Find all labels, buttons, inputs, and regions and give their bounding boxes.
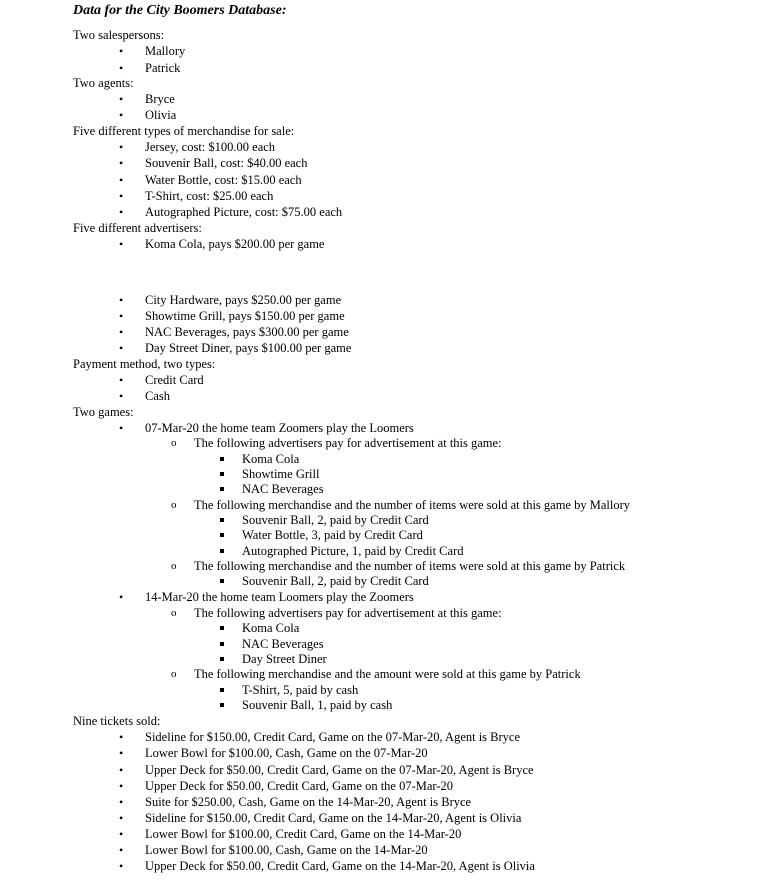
bullet-item: • Cash (145, 389, 170, 404)
section-heading: Nine tickets sold: (73, 714, 161, 728)
sub-bullet-item: o The following merchandise and the amount were sold at this game by Patrick (194, 667, 581, 682)
bullet-item: • T-Shirt, cost: $25.00 each (145, 189, 273, 204)
bullet-item: • Lower Bowl for $100.00, Cash, Game on the 07-Mar-20 (145, 746, 428, 761)
bullet-item: • Water Bottle, cost: $15.00 each (145, 173, 302, 188)
bullet-item: • Koma Cola, pays $200.00 per game (145, 237, 324, 252)
bullet-item: • Olivia (145, 108, 176, 123)
sub-sub-bullet-item: Day Street Diner (242, 652, 327, 666)
section-heading: Five different advertisers: (73, 221, 202, 235)
sub-sub-bullet-item: T-Shirt, 5, paid by cash (242, 683, 359, 697)
sub-bullet-item: o The following advertisers pay for advertisement at this game: (194, 436, 502, 451)
sub-sub-bullet-item: Souvenir Ball, 1, paid by cash (242, 698, 393, 712)
sub-sub-bullet-item: Koma Cola (242, 452, 300, 466)
sub-sub-bullet-item: NAC Beverages (242, 637, 324, 651)
bullet-item: • Day Street Diner, pays $100.00 per game (145, 341, 351, 356)
bullet-item: • City Hardware, pays $250.00 per game (145, 293, 341, 308)
bullet-item: • Upper Deck for $50.00, Credit Card, Game on the 14-Mar-20, Agent is Olivia (145, 859, 535, 874)
sub-bullet-item: o The following advertisers pay for advertisement at this game: (194, 606, 502, 621)
sub-bullet-item: o The following merchandise and the number of items were sold at this game by Patrick (194, 559, 625, 574)
section-heading: Two games: (73, 405, 134, 419)
bullet-item: • Mallory (145, 44, 185, 59)
bullet-item: • Upper Deck for $50.00, Credit Card, Game on the 07-Mar-20 (145, 779, 453, 794)
section-heading: Two salespersons: (73, 28, 165, 42)
bullet-item: • Bryce (145, 92, 175, 107)
bullet-item: • Showtime Grill, pays $150.00 per game (145, 309, 345, 324)
bullet-item: • Lower Bowl for $100.00, Credit Card, Game on the 14-Mar-20 (145, 827, 461, 842)
bullet-item: • 07-Mar-20 the home team Zoomers play the Loomers (145, 421, 414, 436)
document-title: Data for the City Boomers Database: (73, 3, 287, 18)
bullet-item: • Suite for $250.00, Cash, Game on the 14-Mar-20, Agent is Bryce (145, 795, 471, 810)
section-heading: Payment method, two types: (73, 357, 216, 371)
sub-sub-bullet-item: Souvenir Ball, 2, paid by Credit Card (242, 574, 429, 588)
bullet-item: • Upper Deck for $50.00, Credit Card, Game on the 07-Mar-20, Agent is Bryce (145, 763, 534, 778)
bullet-item: • Autographed Picture, cost: $75.00 each (145, 205, 342, 220)
bullet-item: • Credit Card (145, 373, 204, 388)
sub-sub-bullet-item: Water Bottle, 3, paid by Credit Card (242, 528, 423, 542)
sub-sub-bullet-item: Koma Cola (242, 621, 300, 635)
sub-sub-bullet-item: Autographed Picture, 1, paid by Credit Card (242, 544, 464, 558)
sub-bullet-item: o The following merchandise and the number of items were sold at this game by Mallory (194, 498, 630, 513)
section-heading: Two agents: (73, 76, 134, 90)
bullet-item: • NAC Beverages, pays $300.00 per game (145, 325, 349, 340)
bullet-item: • Sideline for $150.00, Credit Card, Game on the 14-Mar-20, Agent is Olivia (145, 811, 521, 826)
bullet-item: • Patrick (145, 61, 180, 76)
bullet-item: • 14-Mar-20 the home team Loomers play the Zoomers (145, 590, 414, 605)
section-heading: Five different types of merchandise for sale: (73, 124, 295, 138)
bullet-item: • Jersey, cost: $100.00 each (145, 140, 275, 155)
bullet-item: • Souvenir Ball, cost: $40.00 each (145, 156, 307, 171)
bullet-item: • Lower Bowl for $100.00, Cash, Game on the 14-Mar-20 (145, 843, 428, 858)
sub-sub-bullet-item: Showtime Grill (242, 467, 320, 481)
sub-sub-bullet-item: Souvenir Ball, 2, paid by Credit Card (242, 513, 429, 527)
bullet-item: • Sideline for $150.00, Credit Card, Game on the 07-Mar-20, Agent is Bryce (145, 730, 520, 745)
sub-sub-bullet-item: NAC Beverages (242, 482, 324, 496)
